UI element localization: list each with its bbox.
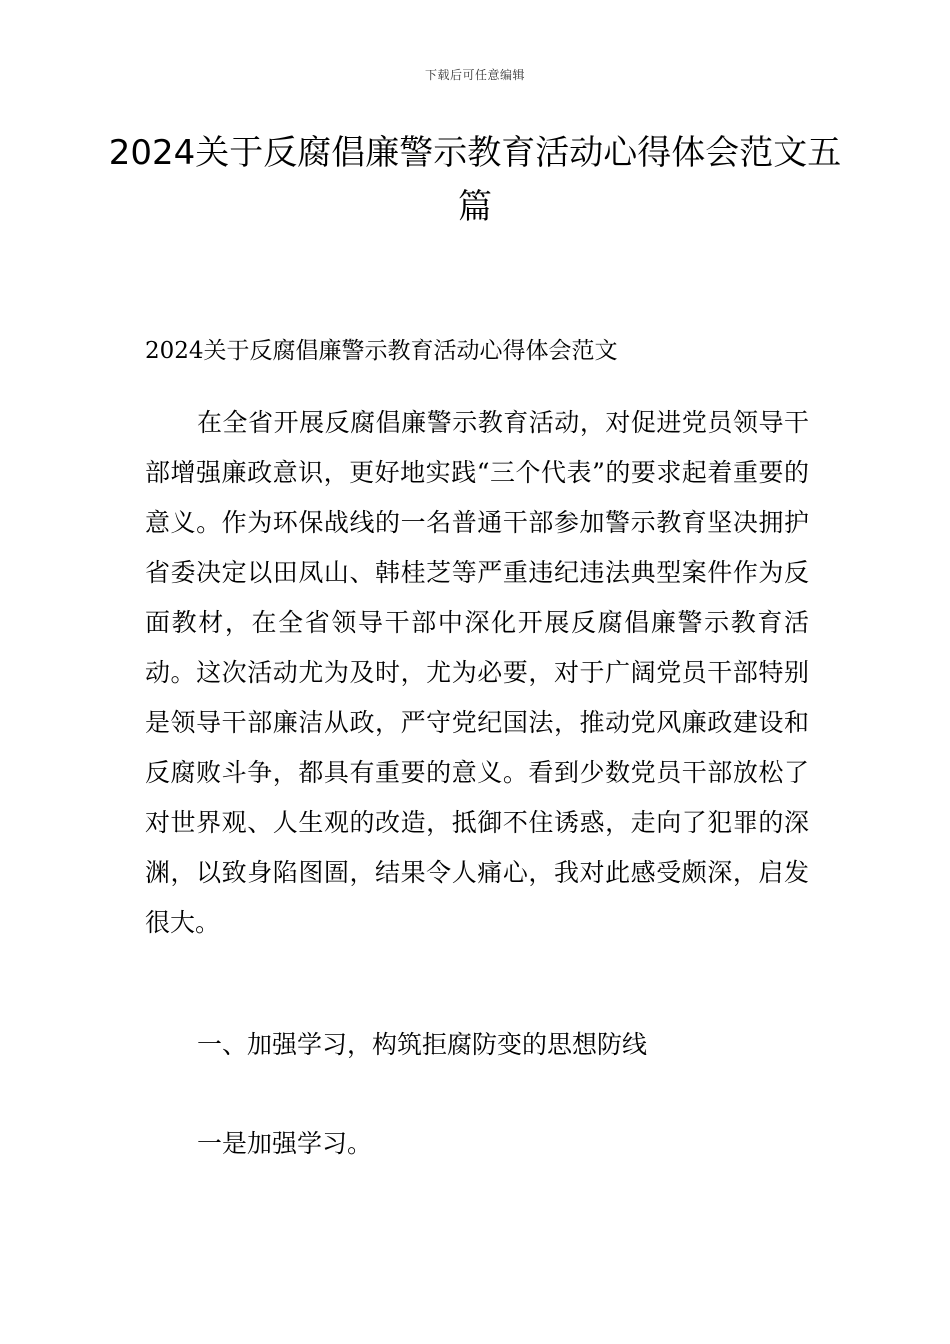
document-title: 2024关于反腐倡廉警示教育活动心得体会范文五篇 [108,133,842,227]
body-paragraph: 在全省开展反腐倡廉警示教育活动，对促进党员领导干部增强廉政意识，更好地实践“三个代表”的要求起着重要的意义。作为环保战线的一名普通干部参加警示教育坚决拥护省委决定以田凤山、韩桂芝等严重违纪违法典型案件作为反面教材，在全省领导干部中深化开展反腐倡廉警示教育活动。这次活动尤为及时，尤为必要，对于广阔党员干部特别是领导干部廉洁从政，严守党纪国法，推动党风廉政建设和反腐败斗争，都具有重要的意义。看到少数党员干部放松了对世界观、人生观的改造，抵御不住诱惑，走向了犯罪的深渊，以致身陷图圄，结果令人痛心，我对此感受颇深，启发很大。 [145,408,809,937]
section-title: 2024关于反腐倡廉警示教育活动心得体会范文 [145,338,618,364]
header-note: 下载后可任意编辑 [424,68,525,82]
subheading-strengthen-study: 一、加强学习，构筑拒腐防变的思想防线 [197,1030,648,1059]
subheading-point-one: 一是加强学习。 [197,1129,373,1158]
